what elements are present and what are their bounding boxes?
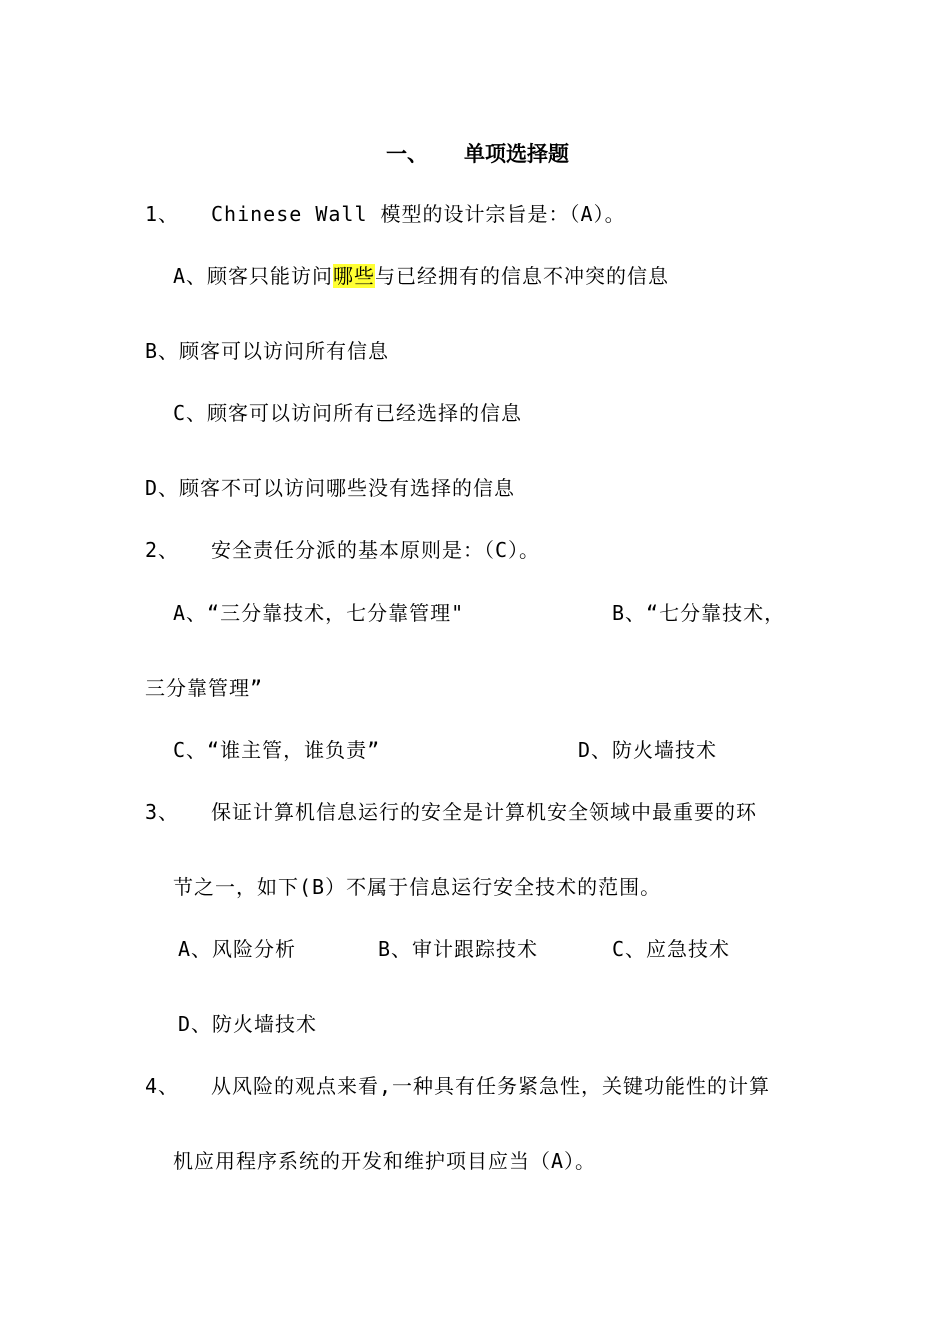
question-1	[145, 201, 626, 227]
section-title: 单项选择题	[464, 142, 569, 166]
question-text: 从风险的观点来看,一种具有任务紧急性，关键功能性的计算	[211, 1074, 771, 1098]
q3-option-a: A、风险分析	[178, 937, 297, 961]
q2-option-d: D、防火墙技术	[578, 738, 718, 762]
q1-option-b: B、顾客可以访问所有信息	[145, 339, 390, 363]
question-number: 2、	[145, 538, 180, 562]
question-number: 4、	[145, 1074, 180, 1098]
q2-option-b-continued: 三分靠管理”	[145, 676, 264, 700]
question-number: 1、	[145, 202, 180, 226]
q3-option-b: B、审计跟踪技术	[378, 937, 539, 961]
option-text: A、顾客只能访问	[173, 264, 334, 288]
q2-option-a: A、“三分靠技术，七分靠管理"	[173, 601, 465, 625]
section-number: 一、	[386, 142, 428, 166]
q3-option-c: C、应急技术	[612, 937, 731, 961]
question-text: 安全责任分派的基本原则是：（C）。	[211, 538, 541, 562]
question-3	[145, 799, 757, 825]
question-text: 保证计算机信息运行的安全是计算机安全领域中最重要的环	[211, 800, 757, 824]
question-4	[145, 1073, 770, 1099]
q1-option-d: D、顾客不可以访问哪些没有选择的信息	[145, 476, 516, 500]
q2-option-c: C、“谁主管，谁负责”	[173, 738, 381, 762]
q3-option-d: D、防火墙技术	[178, 1012, 318, 1036]
option-text: 与已经拥有的信息不冲突的信息	[375, 264, 670, 288]
question-text: Chinese Wall 模型的设计宗旨是：（A）。	[211, 202, 626, 226]
section-heading	[386, 138, 569, 168]
question-4-continued: 机应用程序系统的开发和维护项目应当（A）。	[173, 1149, 597, 1173]
highlighted-text: 哪些	[333, 264, 376, 288]
q1-option-c: C、顾客可以访问所有已经选择的信息	[173, 401, 523, 425]
question-2	[145, 537, 540, 563]
q1-option-a	[173, 263, 669, 289]
question-3-continued: 节之一，如下(B）不属于信息运行安全技术的范围。	[173, 875, 662, 899]
q2-option-b: B、“七分靠技术，	[612, 601, 786, 625]
question-number: 3、	[145, 800, 180, 824]
